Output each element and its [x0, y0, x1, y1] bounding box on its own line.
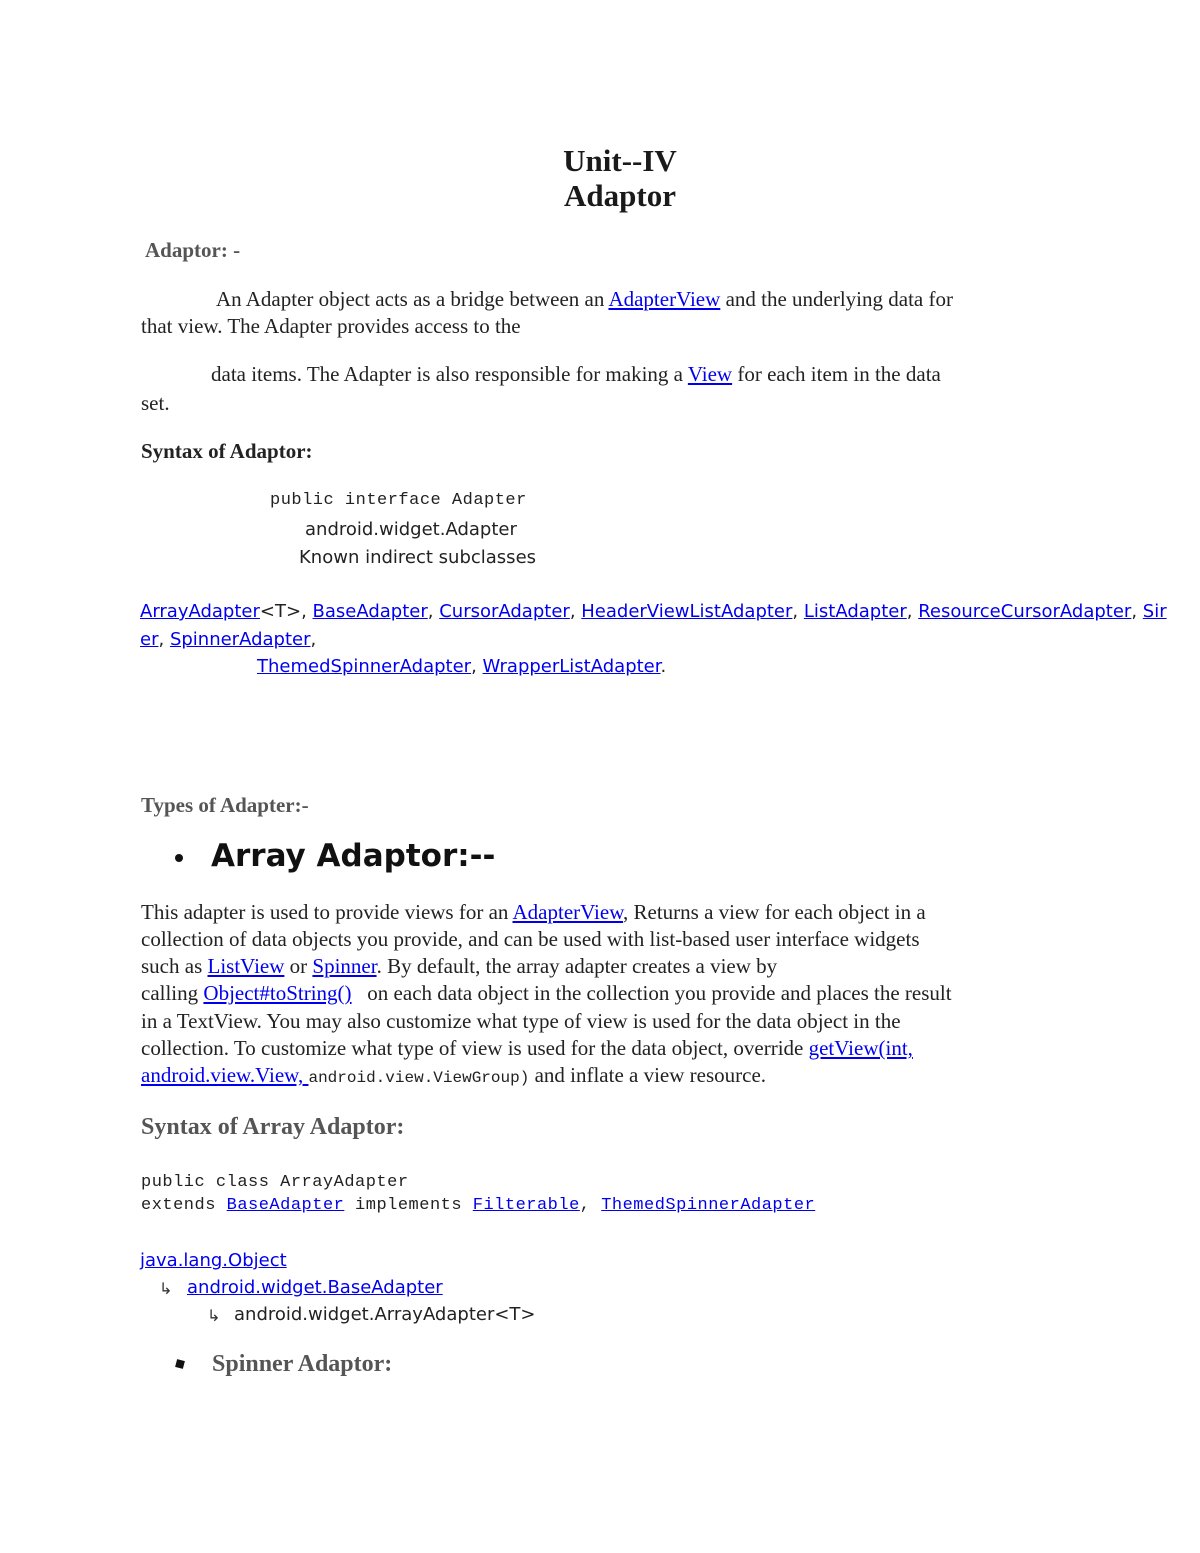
spinneradapter-link[interactable]: SpinnerAdapter: [169, 629, 311, 650]
syntax-subclasses-label: Known indirect subclasses: [299, 547, 537, 568]
hierarchy-root: [140, 1250, 287, 1271]
intro-line-3: data items. The Adapter is also responsible for making a View for each item in the data: [211, 362, 941, 386]
hierarchy-level-2: android.widget.ArrayAdapter<T>: [234, 1304, 536, 1325]
array-para-line-2: collection of data objects you provide, and can be used with list-based user interface widgets: [141, 927, 920, 951]
view-link[interactable]: View: [687, 362, 733, 386]
adapterview-link[interactable]: AdapterView: [608, 287, 721, 311]
adapterview-link-2[interactable]: AdapterView: [512, 900, 623, 924]
syntax-heading: Syntax of Adaptor:: [141, 439, 313, 463]
hierarchy-arrow-icon-2: ↳: [207, 1306, 221, 1325]
subclasses-line-1: ArrayAdapter<T>, BaseAdapter, CursorAdapter, HeaderViewListAdapter, ListAdapter, ResourceCursorAdapter, Sir: [140, 601, 1167, 622]
wrapperlistadapter-link[interactable]: WrapperListAdapter: [482, 656, 661, 677]
page-title-unit: Unit--IV: [563, 143, 677, 178]
arrayadapter-link[interactable]: ArrayAdapter: [140, 601, 260, 622]
simplecursoradapter-link-truncated[interactable]: Sir: [1142, 601, 1167, 622]
listview-link[interactable]: ListView: [207, 954, 285, 978]
getview-link[interactable]: getView(int,: [808, 1036, 913, 1060]
hierarchy-arrow-icon: ↳: [159, 1279, 173, 1298]
spinner-adaptor-heading: Spinner Adaptor:: [212, 1351, 393, 1377]
syntax-package: android.widget.Adapter: [305, 519, 517, 540]
java-lang-object-link[interactable]: java.lang.Object: [140, 1250, 287, 1271]
array-syntax-heading: Syntax of Array Adaptor:: [141, 1114, 405, 1140]
baseadapter-link-2[interactable]: BaseAdapter: [226, 1196, 345, 1215]
array-para-line-4: calling Object#toString() on each data object in the collection you provide and places the result: [141, 981, 952, 1005]
array-para-line-3: such as ListView or Spinner. By default, the array adapter creates a view by: [141, 954, 778, 978]
tostring-link[interactable]: Object#toString(): [203, 981, 352, 1005]
array-para-line-1: This adapter is used to provide views for an AdapterView, Returns a view for each object in a: [141, 900, 926, 924]
baseadapter-link[interactable]: BaseAdapter: [312, 601, 428, 622]
resourcecursoradapter-link[interactable]: ResourceCursorAdapter: [918, 601, 1132, 622]
subclasses-line-3: ThemedSpinnerAdapter, WrapperListAdapter.: [257, 656, 667, 677]
adaptor-heading: Adaptor: -: [145, 238, 241, 262]
android-view-link[interactable]: android.view.View,: [141, 1063, 309, 1087]
base-adapter-class-link[interactable]: android.widget.BaseAdapter: [187, 1277, 443, 1298]
cursoradapter-link[interactable]: CursorAdapter: [439, 601, 570, 622]
array-para-line-6: collection. To customize what type of view is used for the data object, override getView(int,: [141, 1036, 913, 1060]
bullet-dot-icon: [175, 854, 183, 862]
listadapter-link[interactable]: ListAdapter: [803, 601, 907, 622]
array-syntax-line-2: extends BaseAdapter implements Filterable, ThemedSpinnerAdapter: [141, 1196, 816, 1215]
array-para-line-7: android.view.View, android.view.ViewGroup) and inflate a view resource.: [141, 1063, 767, 1087]
syntax-code: public interface Adapter: [270, 491, 527, 510]
page-title-adaptor: Adaptor: [564, 178, 676, 213]
spinner-link[interactable]: Spinner: [312, 954, 377, 978]
intro-line-1: An Adapter object acts as a bridge between an AdapterView and the underlying data for: [216, 287, 953, 311]
themedspinneradapter-link[interactable]: ThemedSpinnerAdapter: [257, 656, 472, 677]
filterable-link[interactable]: Filterable: [472, 1196, 580, 1215]
subclasses-line-2: er, SpinnerAdapter,: [140, 629, 317, 650]
hierarchy-level-1: [187, 1277, 443, 1298]
bullet-square-icon: [175, 1359, 185, 1369]
headerviewlistadapter-link[interactable]: HeaderViewListAdapter: [581, 601, 793, 622]
themedspinneradapter-link-2[interactable]: ThemedSpinnerAdapter: [601, 1196, 816, 1215]
intro-line-2: that view. The Adapter provides access to the: [141, 314, 521, 338]
types-heading: Types of Adapter:-: [141, 793, 309, 817]
array-adaptor-heading: Array Adaptor:--: [211, 838, 496, 874]
array-para-line-5: in a TextView. You may also customize what type of view is used for the data object in the: [141, 1009, 901, 1033]
array-syntax-line-1: public class ArrayAdapter: [141, 1173, 409, 1192]
intro-line-4: set.: [141, 391, 170, 415]
simplecursoradapter-link-tail[interactable]: er: [140, 629, 159, 650]
